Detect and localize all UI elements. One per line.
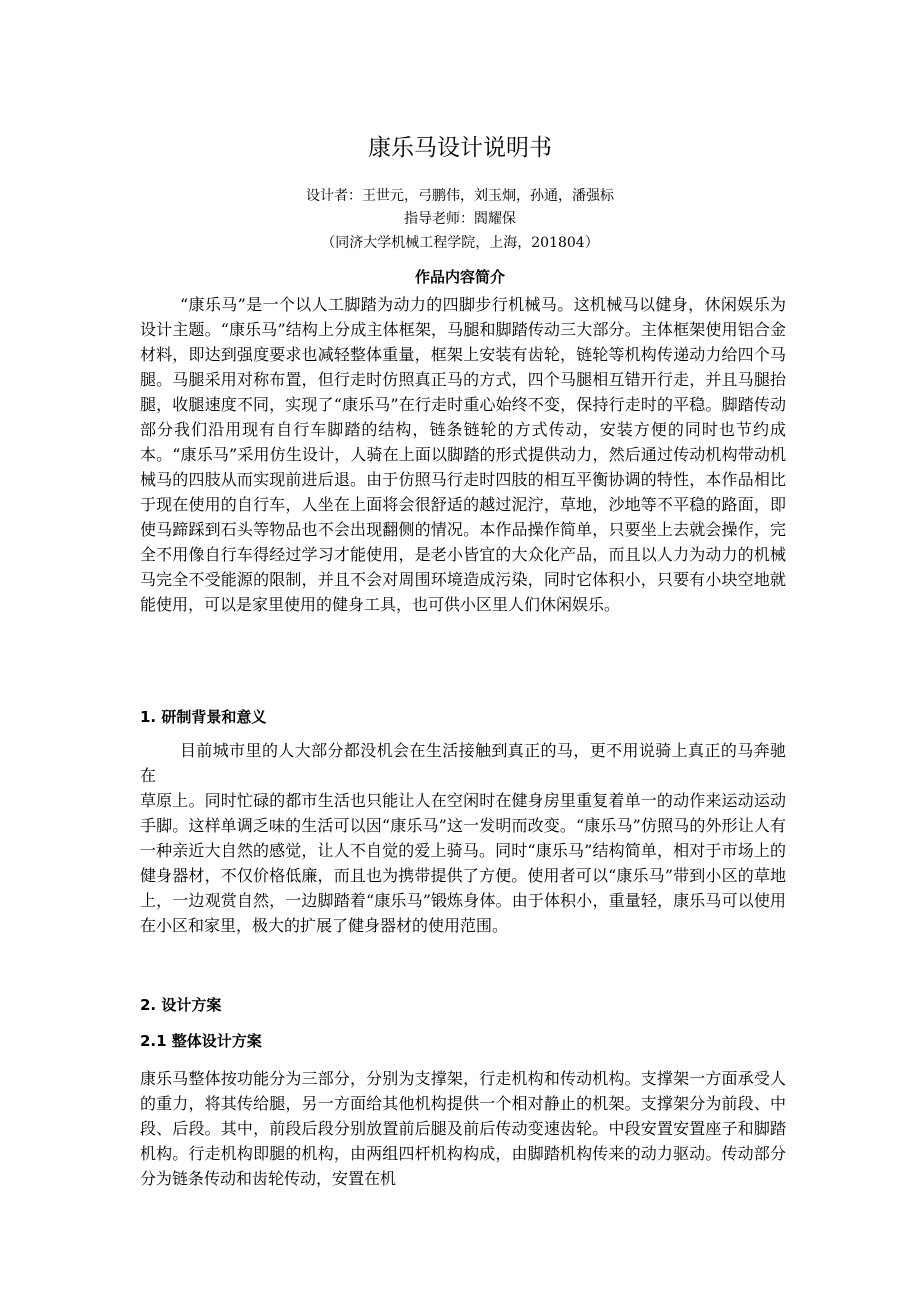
affiliation-line: （同济大学机械工程学院，上海，201804）	[321, 235, 599, 251]
section-1-paragraph-rest: 草原上。同时忙碌的都市生活也只能让人在空闲时在健身房里重复着单一的动作来运动运动手脚。这样单调乏味的生活可以因“康乐马”这一发明而改变。“康乐马”仿照马的外形让人有一种亲近大自然的感觉，让人不自觉的爱上骑马。同时“康乐马”结构简单，相对于市场上的健身器材，不仅价格低廉，而且也为携带提供了方便。使用者可以“康乐马”带到小区的草地上，一边观赏自然，一边脚踏着“康乐马”锻炼身体。由于体积小，重量轻，康乐马可以使用在小区和家里，极大的扩展了健身器材的使用范围。	[140, 791, 786, 935]
section-1-paragraph-first: 目前城市里的人大部分都没机会在生活接触到真正的马，更不用说骑上真正的马奔驰在	[140, 741, 786, 785]
document-title: 康乐马设计说明书	[368, 135, 552, 161]
designers-line: 设计者：王世元，弓鹏伟，刘玉炯，孙通，潘强标	[306, 188, 614, 204]
section-2-1-heading: 2.1 整体设计方案	[140, 1032, 262, 1050]
section-2-1-paragraph: 康乐马整体按功能分为三部分，分别为支撑架，行走机构和传动机构。支撑架一方面承受人的重力，将其传给腿，另一方面给其他机构提供一个相对静止的机架。支撑架分为前段、中段、后段。其中，前段后段分别放置前后腿及前后传动变速齿轮。中段安置安置座子和脚踏机构。行走机构即腿的机构，由两组四杆机构构成，由脚踏机构传来的动力驱动。传动部分分为链条传动和齿轮传动，安置在机	[140, 1069, 786, 1188]
advisor-line: 指导老师：閻耀保	[404, 211, 516, 227]
abstract-paragraph: “康乐马”是一个以人工脚踏为动力的四脚步行机械马。这机械马以健身，休闲娱乐为设计主题。“康乐马”结构上分成主体框架，马腿和脚踏传动三大部分。主体框架使用铝合金材料，即达到强度要求也减轻整体重量，框架上安装有齿轮，链轮等机构传递动力给四个马腿。马腿采用对称布置，但行走时仿照真正马的方式，四个马腿相互错开行走，并且马腿抬腿，收腿速度不同，实现了“康乐马”在行走时重心始终不变，保持行走时的平稳。脚踏传动部分我们沿用现有自行车脚踏的结构，链条链轮的方式传动，安装方便的同时也节约成本。“康乐马”采用仿生设计，人骑在上面以脚踏的形式提供动力，然后通过传动机构带动机械马的四肢从而实现前进后退。由于仿照马行走时四肢的相互平衡协调的特性，本作品相比于现在使用的自行车，人坐在上面将会很舒适的越过泥泞，草地，沙地等不平稳的路面，即使马蹄踩到石头等物品也不会出现翻侧的情况。本作品操作简单，只要坐上去就会操作，完全不用像自行车得经过学习才能使用，是老小皆宜的大众化产品，而且以人力为动力的机械马完全不受能源的限制，并且不会对周围环境造成污染，同时它体积小，只要有小块空地就能使用，可以是家里使用的健身工具，也可供小区里人们休闲娱乐。	[140, 295, 786, 614]
section-2-heading: 2. 设计方案	[140, 996, 222, 1014]
abstract-heading: 作品内容简介	[414, 268, 505, 286]
section-1-heading: 1. 研制背景和意义	[140, 708, 267, 726]
